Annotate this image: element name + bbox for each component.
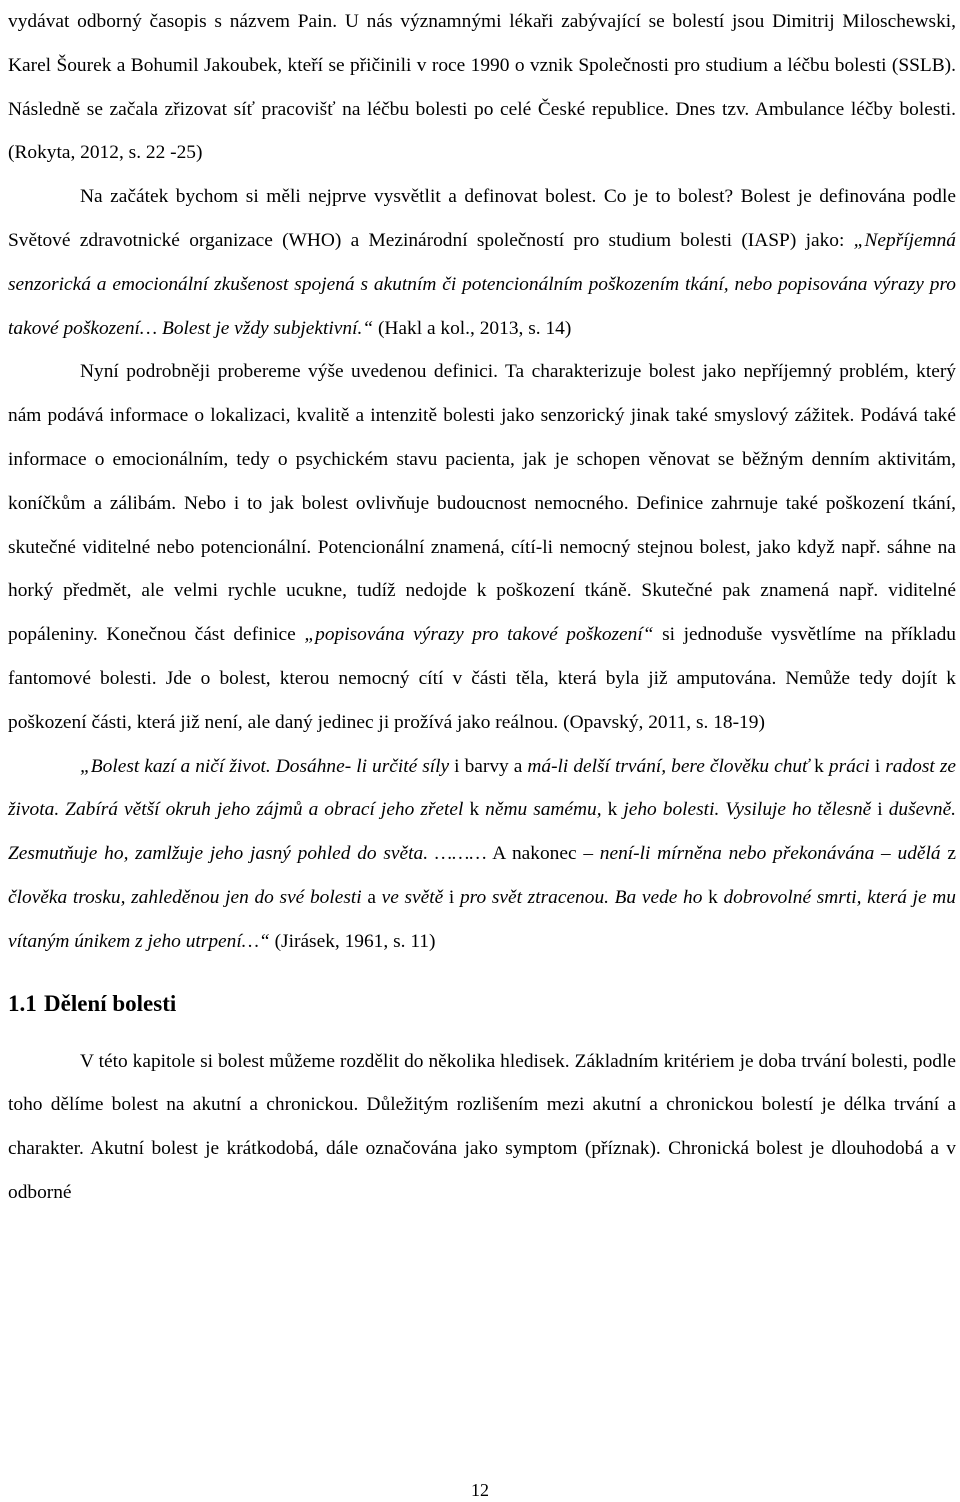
text-run: k <box>702 886 724 908</box>
italic-text-run: člověka trosku, zahleděnou jen do své bolesti <box>8 886 362 908</box>
paragraph-who-definition <box>8 175 956 350</box>
italic-text-run: „Nepříjemná senzorická a emocionální zkušenost spojená s akutním či potencionálním poškozením tkání, nebo popisována výrazy pro takové poškození… Bolest je vždy subjektivní.“ <box>8 229 956 339</box>
italic-text-run: jeho bolesti. Vysiluje ho tělesně <box>623 799 872 821</box>
paragraph-classification <box>8 1040 956 1215</box>
paragraph-definition-explained <box>8 350 956 744</box>
italic-text-run: duševně. Zesmutňuje ho, zamlžuje jeho jasný pohled do světa. ……… <box>8 799 957 865</box>
italic-text-run: má-li delší trvání, bere člověku chuť <box>527 755 810 777</box>
italic-text-run: práci <box>828 755 870 777</box>
section-title: Dělení bolesti <box>44 990 177 1016</box>
text-run: i barvy a <box>449 755 528 777</box>
text-run: si jednoduše vysvětlíme na příkladu fantomové bolesti. Jde o bolest, kterou nemocný cítí v části těla, která byla již amputována. Nemůže tedy dojít k poškození části, která již není, ale daný jedinec ji prožívá jako reálnou. (Opavský, 2011, s. 18-19) <box>8 624 956 733</box>
italic-text-run: ve světě <box>381 886 444 908</box>
text-run: i <box>869 755 886 777</box>
text-run: k <box>463 799 486 821</box>
italic-text-run: němu samému, <box>485 799 602 821</box>
body-text <box>8 0 956 1215</box>
text-run: (Jirásek, 1961, s. 11) <box>269 930 436 952</box>
italic-text-run: radost ze života. Zabírá větší okruh jeho zájmů a obrací jeho zřetel <box>8 755 956 821</box>
text-run: a <box>361 886 382 908</box>
italic-text-run: pro svět ztracenou. Ba vede ho <box>459 886 703 908</box>
text-run: vydávat odborný časopis s názvem Pain. U nás významnými lékaři zabývající se bolestí jsou Dimitrij Miloschewski, Karel Šourek a Bohumil Jakoubek, kteří se přičinili v roce 1990 o vznik Společnosti pro studium a léčbu bolesti (SSLB). Následně se začala zřizovat síť pracovišť na léčbu bolesti po celé České republice. Dnes tzv. Ambulance léčby bolesti. (Rokyta, 2012, s. 22 -25) <box>8 11 956 164</box>
italic-text-run: dobrovolné smrti, která je mu vítaným únikem z jeho utrpení…“ <box>8 886 956 952</box>
text-run: Na začátek bychom si měli nejprve vysvětlit a definovat bolest. Co je to bolest? Bolest je definována podle Světové zdravotnické organizace (WHO) a Mezinárodní společností pro studium bolesti (IASP) jako: <box>8 186 956 251</box>
text-run: z <box>940 843 956 865</box>
text-run: i <box>871 799 889 821</box>
text-run: k <box>809 755 829 777</box>
page-number: 12 <box>471 1480 489 1500</box>
section-number: 1.1 <box>8 990 37 1016</box>
italic-text-run: „Bolest kazí a ničí život. Dosáhne- li určité síly <box>80 755 450 777</box>
paragraph <box>8 0 956 175</box>
text-run: i <box>443 886 460 908</box>
text-run: (Hakl a kol., 2013, s. 14) <box>373 317 572 339</box>
text-run: k <box>601 799 624 821</box>
paragraph-quote-jirasek <box>8 745 956 964</box>
italic-text-run: není-li mírněna nebo překonávána – udělá <box>599 843 941 865</box>
section-heading <box>8 982 956 1026</box>
text-run: A nakonec – <box>486 843 600 865</box>
text-run: V této kapitole si bolest můžeme rozdělit do několika hledisek. Základním kritériem je doba trvání bolesti, podle toho dělíme bolest na akutní a chronickou. Důležitým rozlišením mezi akutní a chronickou bolestí je délka trvání a charakter. Akutní bolest je krátkodobá, dále označována jako symptom (příznak). Chronická bolest je dlouhodobá a v odborné <box>8 1050 956 1203</box>
text-run: Nyní podrobněji probereme výše uvedenou definici. Ta charakterizuje bolest jako nepříjemný problém, který nám podává informace o lokalizaci, kvalitě a intenzitě bolesti jako senzorický jinak také smyslový zážitek. Podává také informace o emocionálním, tedy o psychickém stavu pacienta, jak je schopen věnovat se běžným denním aktivitám, koníčkům a zálibám. Nebo i to jak bolest ovlivňuje budoucnost nemocného. Definice zahrnuje také poškození tkání, skutečné viditelné nebo potencionální. Potencionální znamená, cítí-li nemocný stejnou bolest, jako když např. sáhne na horký předmět, ale velmi rychle ucukne, tudíž nedojde k poškození tkáně. Skutečné pak znamená např. viditelné popáleniny. Konečnou část definice <box>8 361 956 646</box>
italic-text-run: „popisována výrazy pro takové poškození“ <box>304 624 654 646</box>
